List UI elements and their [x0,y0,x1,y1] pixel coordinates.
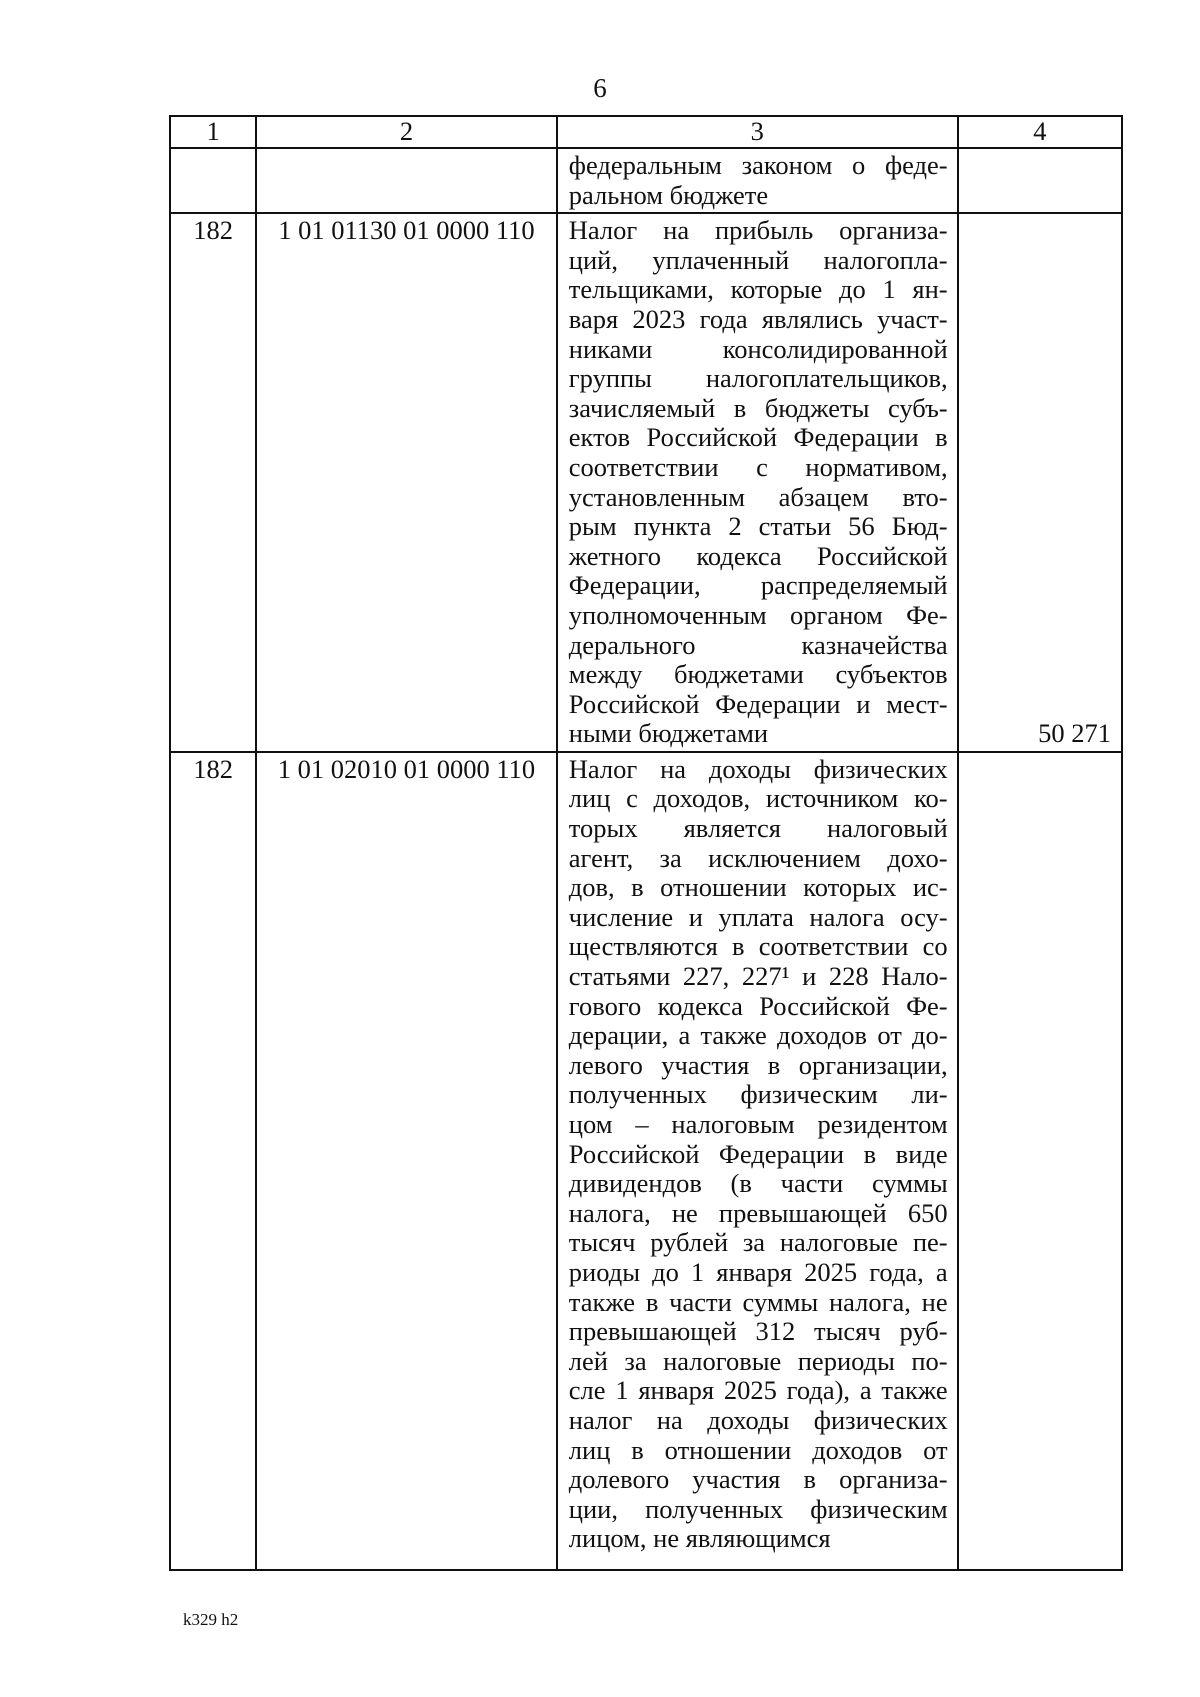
document-footer-code: k329 h2 [183,1610,239,1629]
revenue-description-cell [557,752,958,1570]
description-line: установленным абзацем вто- [568,481,948,512]
description-line: федеральным законом о феде- [568,150,948,180]
description-line: рым пункта 2 статьи 56 Бюд- [568,511,948,542]
description-line: левого участия в организации, [568,1049,948,1080]
column-header-3: 3 [557,116,958,148]
description-line: риоды до 1 января 2025 года, а [568,1256,948,1287]
description-line: агент, за исключением дохо- [568,842,948,873]
description-line: ральном бюджете [568,179,769,210]
kbk-code-cell [256,148,557,213]
description-line: статьями 227, 227¹ и 228 Нало- [568,961,948,992]
admin-code-cell: 182 [170,213,256,752]
description-line: Федерации, распределяемый [568,570,948,601]
description-line: полученных физическим ли- [568,1079,948,1110]
admin-code-cell [170,148,256,213]
description-line: также в части суммы налога, не [568,1286,948,1317]
revenue-description-cell [557,148,958,213]
description-line: лицом, не являющимся [568,1523,831,1554]
description-line: зачисляемый в бюджеты субъ- [568,392,948,423]
budget-revenue-table [169,115,1123,1571]
description-line: жетного кодекса Российской [568,540,948,571]
description-line: дерального казначейства [568,629,948,660]
table-header-row [170,116,1122,148]
description-line: Российской Федерации и мест- [568,688,948,719]
description-line: уполномоченным органом Фе- [568,599,948,630]
description-line: лиц в отношении доходов от [568,1434,948,1465]
table-row [170,148,1122,213]
description-line: налог на доходы физических [568,1404,948,1435]
description-line: долевого участия в организа- [568,1464,948,1495]
description-line: числение и уплата налога осу- [568,901,948,932]
description-line: ществляются в соответствии со [568,931,948,962]
description-line: никами консолидированной [568,333,948,364]
description-line: сле 1 января 2025 года), а также [568,1375,948,1406]
description-line: Налог на прибыль организа- [568,215,948,246]
table-row [170,213,1122,752]
description-line: ции, полученных физическим [568,1493,948,1524]
kbk-code-cell: 1 01 02010 01 0000 110 [256,752,557,1570]
description-line: налога, не превышающей 650 [568,1197,948,1228]
description-line: дивидендов (в части суммы [568,1168,948,1199]
description-line: между бюджетами субъектов [568,659,948,690]
column-header-2: 2 [256,116,557,148]
column-header-4: 4 [958,116,1122,148]
description-line: Налог на доходы физических [568,753,948,784]
description-line: превышающей 312 тысяч руб- [568,1316,948,1347]
amount-cell: 50 271 [958,213,1122,752]
description-line: варя 2023 года являлись участ- [568,303,948,334]
kbk-code-cell: 1 01 01130 01 0000 110 [256,213,557,752]
description-line: ными бюджетами [568,718,769,749]
description-line: Российской Федерации в виде [568,1138,948,1169]
description-line: тельщиками, которые до 1 ян- [568,274,948,305]
admin-code-cell: 182 [170,752,256,1570]
amount-cell [958,148,1122,213]
description-line: соответствии с нормативом, [568,451,948,482]
description-line: ектов Российской Федерации в [568,422,948,453]
description-line: дов, в отношении которых ис- [568,872,948,903]
description-line: цом – налоговым резидентом [568,1109,948,1139]
table-row [170,752,1122,1570]
description-line: ций, уплаченный налогопла- [568,244,948,275]
description-line: гового кодекса Российской Фе- [568,990,948,1021]
revenue-description-cell [557,213,958,752]
description-line: лей за налоговые периоды по- [568,1345,948,1376]
description-line: торых является налоговый [568,813,948,844]
description-line: группы налогоплательщиков, [568,363,948,394]
description-line: лиц с доходов, источником ко- [568,783,948,814]
column-header-1: 1 [170,116,256,148]
amount-cell [958,752,1122,1570]
description-line: дерации, а также доходов от до- [568,1020,948,1051]
description-line: тысяч рублей за налоговые пе- [568,1227,948,1258]
page-number: 6 [593,73,607,103]
